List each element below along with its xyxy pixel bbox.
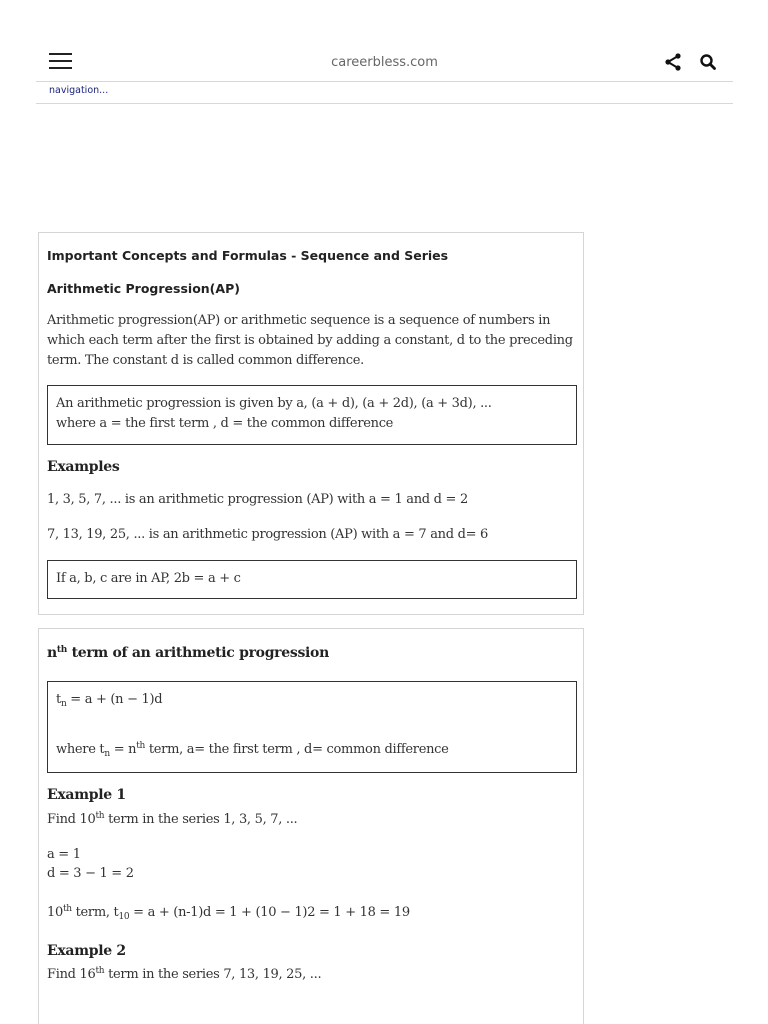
property-text: If a, b, c are in AP, 2b = a + c	[56, 571, 241, 586]
formula-box	[47, 385, 577, 445]
example-2-heading: Example 2	[47, 943, 126, 959]
top-bar	[36, 44, 733, 82]
formula-line-2: where a = the first term , d = the common difference	[56, 416, 394, 431]
navigation-bar	[36, 82, 733, 104]
nth-term-formula-box	[47, 681, 577, 773]
example-1-a-value: a = 1	[47, 847, 81, 862]
nth-term-formula: $t_n = a + (n - 1)d$	[56, 692, 163, 709]
formula-line-1: An arithmetic progression is given by a, (a + d), (a + 2d), (a + 3d), ...	[56, 396, 492, 411]
section-subtitle: Arithmetic Progression(AP)	[47, 281, 240, 296]
site-name[interactable]: careerbless.com	[331, 55, 438, 70]
example-item: 1, 3, 5, 7, ... is an arithmetic progression (AP) with a = 1 and d = 2	[47, 492, 468, 507]
property-box	[47, 560, 577, 599]
nth-term-heading: $n^{th}$ term of an arithmetic progression	[47, 645, 329, 661]
example-item: 7, 13, 19, 25, ... is an arithmetic progression (AP) with a = 7 and d= 6	[47, 527, 488, 542]
example-2-question: Find 16th term in the series 7, 13, 19, 25, ...	[47, 966, 322, 982]
share-icon[interactable]	[663, 52, 683, 72]
nth-term-card	[38, 628, 584, 1024]
example-1-answer: 10th term, $t_{10} = a + (n-1)d = 1 + (10 - 1)2 = 1 + 18 = 19$	[47, 904, 410, 922]
examples-heading: Examples	[47, 459, 120, 475]
search-icon[interactable]	[699, 53, 717, 71]
concepts-card	[38, 232, 584, 615]
navigation-link[interactable]: navigation...	[49, 85, 109, 96]
definition-text: Arithmetic progression(AP) or arithmetic sequence is a sequence of numbers in which each term after the first is obtained by adding a constant, d to the preceding term. The constant d is called common difference.	[47, 313, 573, 368]
example-1-heading: Example 1	[47, 787, 126, 803]
example-1-d-value: d = 3 − 1 = 2	[47, 866, 134, 881]
nth-term-where: where $t_n = n^{th}$ term, a= the first term , d= common difference	[56, 741, 449, 759]
page-title: Important Concepts and Formulas - Sequence and Series	[47, 248, 449, 263]
example-1-question: Find 10th term in the series 1, 3, 5, 7, ...	[47, 811, 298, 827]
